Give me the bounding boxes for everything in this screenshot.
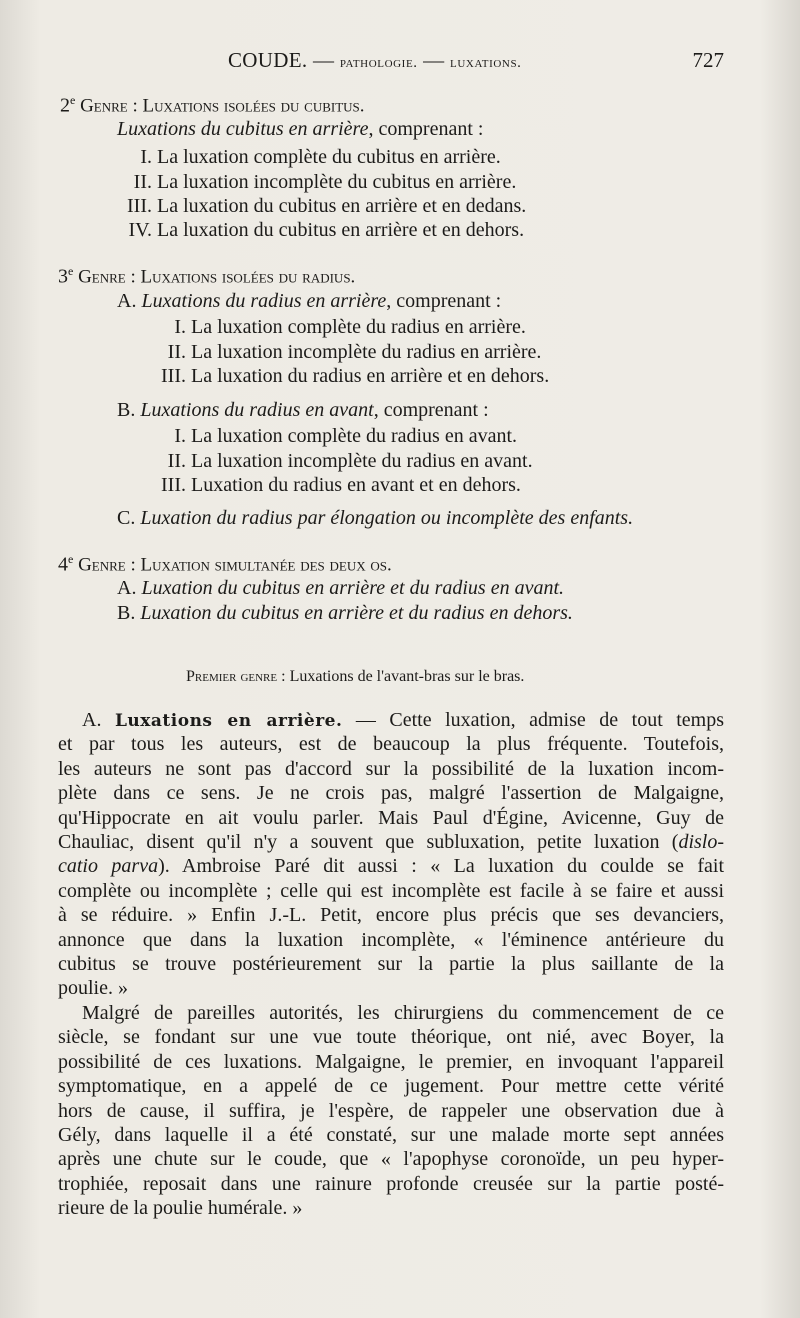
running-title-dash: — xyxy=(423,48,445,72)
para2-line-2: siècle, se fondant sur une vue toute théorique, ont nié, avec Boyer, la xyxy=(58,1026,724,1049)
para2-line-5: hors de cause, il suffira, je l'espère, de rappeler une observation due à xyxy=(58,1099,724,1122)
genre2-item-4: IV. La luxation du cubitus en arrière et en dehors. xyxy=(128,219,525,241)
genre3-B-item-3: III. Luxation du radius en avant et en dehors. xyxy=(161,474,521,496)
genre3-B-item-2: II. La luxation incomplète du radius en avant. xyxy=(167,450,533,472)
running-title-dash: — xyxy=(312,48,335,72)
para1-line-6: Chauliac, disent qu'il n'y a souvent que subluxation, petite luxation (dislo- xyxy=(58,830,724,853)
para1-line-5: qu'Hippocrate en ait voulu parler. Mais Paul d'Égine, Avicenne, Guy de xyxy=(58,806,724,829)
paragraph-2 xyxy=(58,1001,724,1221)
genre2-intro: Luxations du cubitus en arrière, comprenant : xyxy=(117,118,484,140)
para1-line-9: à se réduire. » Enfin J.-L. Petit, encore plus précis que ses devanciers, xyxy=(58,904,724,927)
genre3-A-item-3: III. La luxation du radius en arrière et en dehors. xyxy=(161,365,550,387)
genre3-B-item-1: I. La luxation complète du radius en avant. xyxy=(174,425,518,447)
genre3-B-intro: B. Luxations du radius en avant, comprenant : xyxy=(117,399,489,421)
para1-line-8: complète ou incomplète ; celle qui est incomplète est facile à se faire et aussi xyxy=(58,879,724,902)
para1-line-10: annonce que dans la luxation incomplète, « l'éminence antérieure du xyxy=(58,928,724,951)
para1-line-12: poulie. » xyxy=(58,977,128,1000)
page-header xyxy=(58,48,724,78)
genre3-title: 3e Genre : Luxations isolées du radius. xyxy=(58,264,356,288)
genre2-item-1: I. La luxation complète du cubitus en arrière. xyxy=(140,146,501,168)
running-title-pathologie: pathologie. xyxy=(339,55,418,71)
para1-line-7: catio parva). Ambroise Paré dit aussi : « La luxation du coulde se fait xyxy=(58,855,724,878)
genre2-item-3: III. La luxation du cubitus en arrière et en dedans. xyxy=(127,195,527,217)
para2-line-4: symptomatique, en a appelé de ce jugement. Pour mettre cette vérité xyxy=(58,1075,724,1098)
para2-line-8: trophiée, reposait dans une rainure profonde creusée sur la partie posté- xyxy=(58,1172,724,1195)
para2-line-9: rieure de la poulie humérale. » xyxy=(58,1197,303,1220)
para2-line-1: Malgré de pareilles autorités, les chirurgiens du commencement de ce xyxy=(82,1002,724,1024)
para1-line-1: A. Luxations en arrière. — Cette luxation, admise de tout temps xyxy=(82,709,724,731)
para2-line-3: possibilité de ces luxations. Malgaigne, le premier, en invoquant l'appareil xyxy=(58,1050,724,1073)
para2-line-7: après une chute sur le coude, que « l'apophyse coronoïde, un peu hyper- xyxy=(58,1148,724,1171)
para1-line-11: cubitus se trouve postérieurement sur la partie la plus saillante de la xyxy=(58,952,724,975)
genre4-title: 4e Genre : Luxation simultanée des deux os. xyxy=(58,552,392,576)
para2-line-6: Gély, dans laquelle il a été constaté, sur une malade morte sept années xyxy=(58,1123,724,1146)
genre3-A-item-1: I. La luxation complète du radius en arrière. xyxy=(174,316,526,338)
page-number: 727 xyxy=(692,48,724,72)
genre4-A: A. Luxation du cubitus en arrière et du radius en avant. xyxy=(117,577,565,599)
paragraph-1 xyxy=(58,708,724,1001)
genre2-item-2: II. La luxation incomplète du cubitus en arrière. xyxy=(133,171,517,193)
genre3-A-item-2: II. La luxation incomplète du radius en arrière. xyxy=(167,341,542,363)
genre4-B: B. Luxation du cubitus en arrière et du radius en dehors. xyxy=(117,602,573,624)
genre3-C: C. Luxation du radius par élongation ou incomplète des enfants. xyxy=(117,507,634,529)
genre3-A-intro: A. Luxations du radius en arrière, comprenant : xyxy=(117,290,502,312)
running-title-luxations: luxations. xyxy=(450,55,522,71)
running-title xyxy=(228,48,522,73)
genre2-title: 2e Genre : Luxations isolées du cubitus. xyxy=(60,93,365,117)
para1-line-3: les auteurs ne sont pas d'accord sur la possibilité de la luxation incom- xyxy=(58,757,724,780)
para1-line-4: plète dans ce sens. Je ne crois pas, malgré l'assertion de Malgaigne, xyxy=(58,782,724,805)
section-heading: Premier genre : Luxations de l'avant-bras sur le bras. xyxy=(186,668,525,685)
running-title-coude: COUDE. xyxy=(228,48,308,72)
para1-line-2: et par tous les auteurs, est de beaucoup la plus fréquente. Toutefois, xyxy=(58,733,724,756)
